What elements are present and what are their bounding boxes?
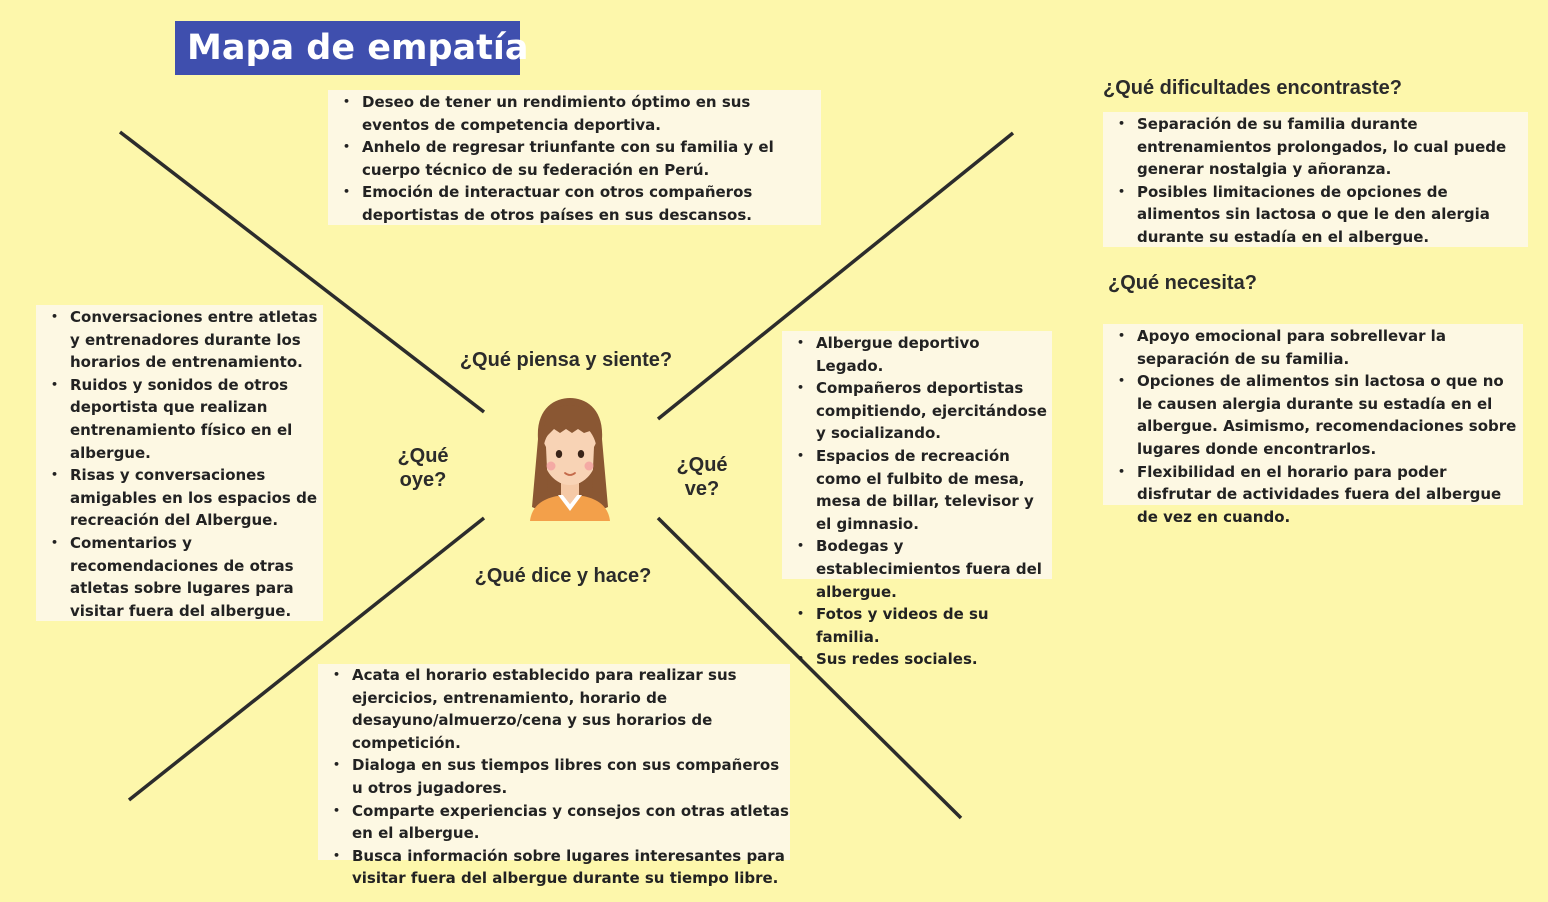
list-item: • Deseo de tener un rendimiento óptimo en sus eventos de competencia deportiva. [328, 91, 821, 136]
dice-label: ¿Qué dice y hace? [474, 565, 652, 587]
piensa-label: ¿Qué piensa y siente? [459, 349, 673, 371]
dificultades-card [1103, 112, 1528, 247]
list-item: • Ruidos y sonidos de otros deportista que realizan entrenamiento físico en el albergue. [36, 374, 323, 464]
list-item: • Apoyo emocional para sobrellevar la separación de su familia. [1103, 325, 1523, 370]
list-item: • Flexibilidad en el horario para poder disfrutar de actividades fuera del albergue de vez en cuando. [1103, 461, 1523, 529]
list-item: • Espacios de recreación como el fulbito de mesa, mesa de billar, televisor y el gimnasio. [782, 445, 1052, 535]
list-item: • Emoción de interactuar con otros compañeros deportistas de otros países en sus descansos. [328, 181, 821, 226]
ve-list [782, 332, 1052, 671]
list-item: • Dialoga en sus tiempos libres con sus compañeros u otros jugadores. [318, 754, 790, 799]
oye-label: ¿Qué oye? [397, 445, 449, 491]
oye-card [36, 305, 323, 621]
list-item: • Posibles limitaciones de opciones de alimentos sin lactosa o que le den alergia durante su estadía en el albergue. [1103, 181, 1528, 249]
list-item: • Sus redes sociales. [782, 648, 1052, 671]
page-title: Mapa de empatía [175, 21, 520, 75]
list-item: • Comentarios y recomendaciones de otras atletas sobre lugares para visitar fuera del albergue. [36, 532, 323, 622]
dificultades-list [1103, 113, 1528, 249]
list-item: • Acata el horario establecido para realizar sus ejercicios, entrenamiento, horario de desayuno/almuerzo/cena y sus horarios de competición. [318, 664, 790, 754]
list-item: • Conversaciones entre atletas y entrenadores durante los horarios de entrenamiento. [36, 306, 323, 374]
list-item: • Fotos y videos de su familia. [782, 603, 1052, 648]
list-item: • Separación de su familia durante entrenamientos prolongados, lo cual puede generar nostalgia y añoranza. [1103, 113, 1528, 181]
necesita-heading: ¿Qué necesita? [1108, 272, 1257, 294]
piensa-list [328, 91, 821, 227]
dice-card [318, 664, 790, 888]
list-item: • Bodegas y establecimientos fuera del albergue. [782, 535, 1052, 603]
necesita-list [1103, 325, 1523, 528]
dificultades-heading: ¿Qué dificultades encontraste? [1103, 77, 1402, 99]
list-item: • Risas y conversaciones amigables en los espacios de recreación del Albergue. [36, 464, 323, 532]
dice-list [318, 664, 790, 890]
ve-label: ¿Qué ve? [676, 454, 728, 500]
oye-list [36, 306, 323, 622]
list-item: • Compañeros deportistas compitiendo, ejercitándose y socializando. [782, 377, 1052, 445]
list-item: • Anhelo de regresar triunfante con su familia y el cuerpo técnico de su federación en Perú. [328, 136, 821, 181]
piensa-card [328, 90, 821, 225]
list-item: • Comparte experiencias y consejos con otras atletas en el albergue. [318, 800, 790, 845]
necesita-card [1103, 324, 1523, 526]
girl-avatar-icon [520, 395, 620, 521]
list-item: • Busca información sobre lugares interesantes para visitar fuera del albergue durante su tiempo libre. [318, 845, 790, 890]
ve-card [782, 331, 1052, 669]
list-item: • Albergue deportivo Legado. [782, 332, 1052, 377]
list-item: • Opciones de alimentos sin lactosa o que no le causen alergia durante su estadía en el albergue. Asimismo, recomendaciones sobre lugares donde encontrarlos. [1103, 370, 1523, 460]
